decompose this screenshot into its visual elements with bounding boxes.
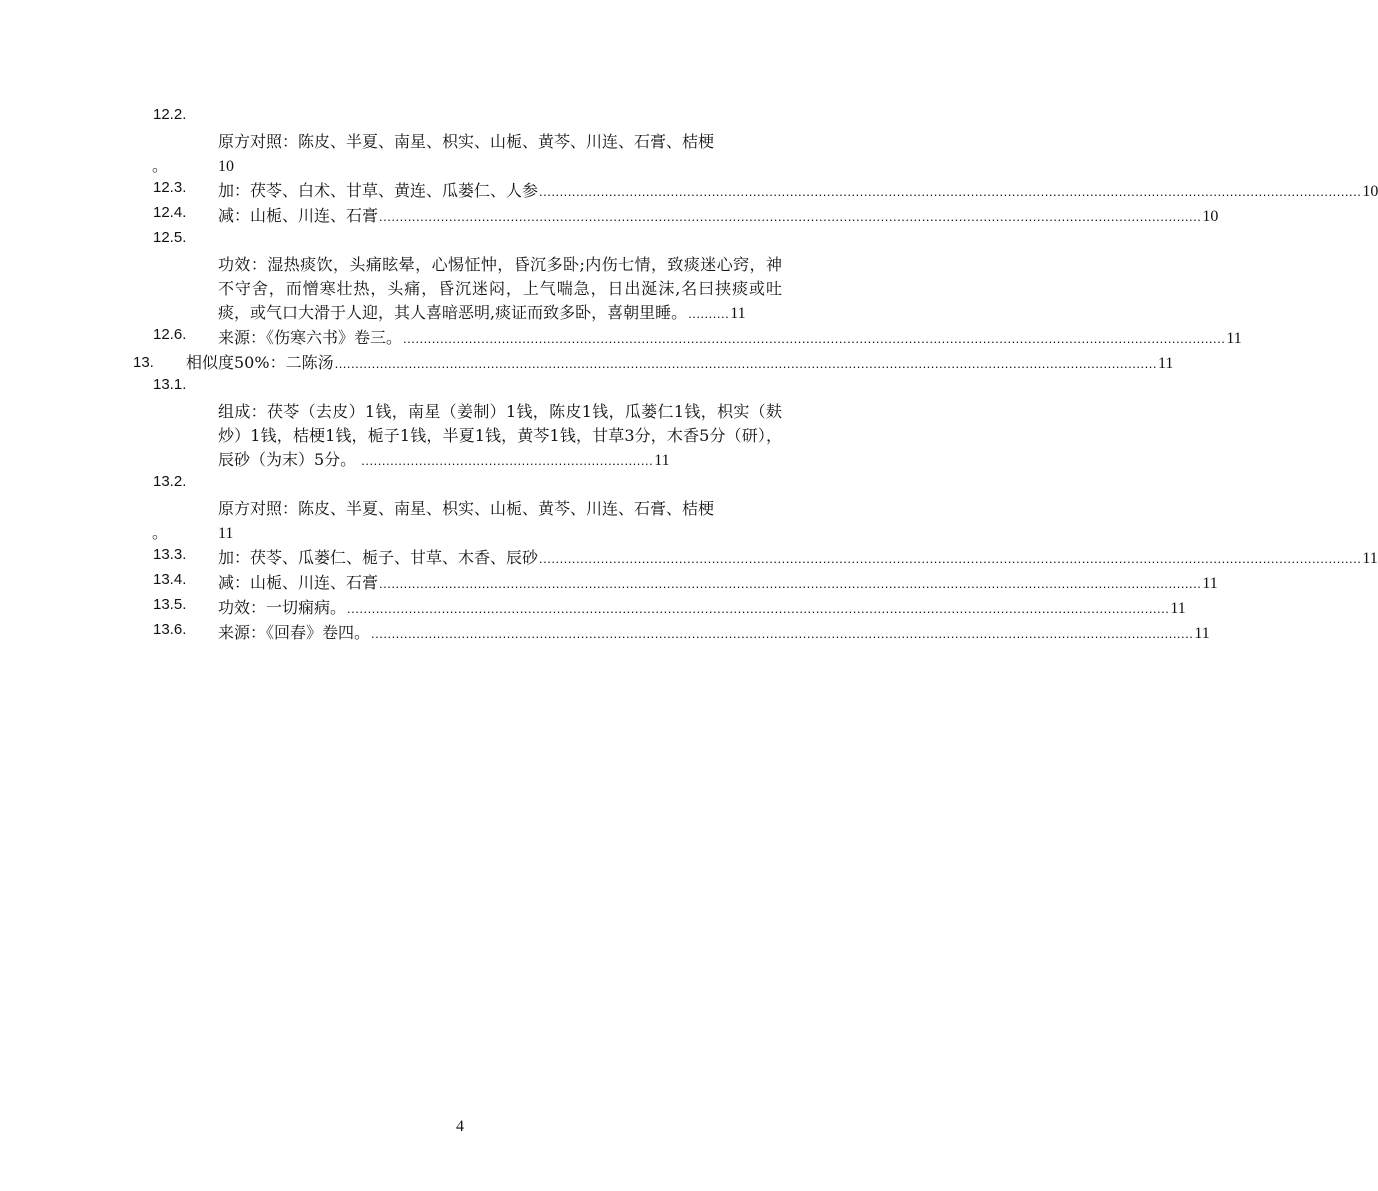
toc-text-block	[186, 351, 1174, 376]
toc-title: 来源：《回春》卷四。	[218, 623, 371, 642]
toc-title: 减：山栀、川连、石膏	[218, 573, 379, 592]
toc-entry[interactable]	[0, 473, 920, 546]
dot-leader: ........................................................................................................................................................................................................	[347, 601, 1170, 616]
dot-leader: ........................................................................................................................................................................................................	[334, 356, 1157, 371]
toc-tail-mark: 。	[152, 523, 169, 542]
toc-entry[interactable]	[0, 326, 1242, 351]
toc-entry[interactable]	[0, 376, 920, 473]
toc-text-block	[218, 326, 1242, 351]
toc-number: 13.4.	[153, 571, 187, 588]
toc-entry[interactable]	[0, 621, 1210, 646]
dot-leader: ........................................................................................................................................................................................................	[539, 551, 1362, 566]
toc-title: 相似度50%：二陈汤	[186, 353, 334, 372]
toc-number: 13.2.	[153, 473, 187, 490]
toc-text-block	[218, 571, 1218, 596]
toc-number: 12.2.	[153, 106, 187, 123]
toc-title: 加：茯苓、白术、甘草、黄连、瓜蒌仁、人参	[218, 181, 539, 200]
toc-title: 减：山栀、川连、石膏	[218, 206, 379, 225]
toc-number: 13.	[133, 354, 154, 371]
toc-page: 11	[1194, 625, 1210, 642]
toc-page: 11	[218, 525, 234, 542]
toc-tail-mark: 。	[152, 156, 169, 175]
toc-number: 13.6.	[153, 621, 187, 638]
dot-leader: ..........	[688, 306, 730, 321]
toc-entry[interactable]	[0, 546, 1378, 571]
toc-title: 原方对照：陈皮、半夏、南星、枳实、山栀、黄芩、川连、石膏、桔梗	[218, 499, 715, 518]
dot-leader: ........................................................................................................................................................................................................	[403, 331, 1226, 346]
toc-title: 组成：茯苓（去皮）1钱，南星（姜制）1钱，陈皮1钱，瓜蒌仁1钱，枳实（麸炒）1钱，桔梗1钱，栀子1钱，半夏1钱，黄芩1钱，甘草3分，木香5分（研），辰砂（为末）5分。	[218, 402, 782, 469]
toc-title: 加：茯苓、瓜蒌仁、栀子、甘草、木香、辰砂	[218, 548, 539, 567]
toc-page: 11	[1170, 600, 1186, 617]
toc-page: 11	[654, 452, 670, 469]
toc-entry[interactable]	[0, 596, 1186, 621]
toc-page: 11	[1226, 330, 1242, 347]
toc-text-block	[218, 596, 1186, 621]
toc-entry[interactable]	[0, 106, 920, 179]
toc-page: 11	[730, 305, 746, 322]
dot-leader: ........................................................................................................................................................................................................	[379, 209, 1202, 224]
toc-number: 13.1.	[153, 376, 187, 393]
toc-entry[interactable]	[0, 571, 1218, 596]
toc-title: 来源：《伤寒六书》卷三。	[218, 328, 403, 347]
toc-text-block	[218, 229, 782, 326]
dot-leader: ........................................................................................................................................................................................................	[379, 576, 1202, 591]
toc-title: 功效：湿热痰饮，头痛眩晕，心惕怔忡，昏沉多卧;内伤七情，致痰迷心窍，神不守舍，而憎寒壮热，头痛，昏沉迷闷，上气喘急，日出涎沫,名曰挟痰或吐痰，或气口大滑于人迎，其人喜暗恶明,痰证而致多卧，喜朝里睡。	[218, 255, 782, 322]
toc-number: 12.5.	[153, 229, 187, 246]
toc-text-block	[218, 621, 1210, 646]
toc-entry[interactable]	[0, 179, 1378, 204]
toc-page: 11	[1362, 550, 1378, 567]
toc-text-block	[218, 546, 1378, 571]
table-of-contents	[0, 106, 1378, 646]
toc-number: 12.6.	[153, 326, 187, 343]
toc-page: 11	[1202, 575, 1218, 592]
page-number: 4	[456, 1118, 464, 1135]
toc-number: 12.3.	[153, 179, 187, 196]
toc-title: 功效：一切痫病。	[218, 598, 347, 617]
toc-page: 10	[218, 158, 234, 175]
dot-leader: ........................................................................................................................................................................................................	[539, 184, 1362, 199]
toc-entry[interactable]	[0, 204, 1219, 229]
toc-text-block	[218, 204, 1219, 229]
toc-entry[interactable]	[0, 229, 920, 326]
dot-leader: .......................................................................	[357, 453, 654, 468]
toc-number: 13.3.	[153, 546, 187, 563]
toc-text-block	[218, 376, 782, 473]
toc-page: 10	[1202, 208, 1219, 225]
toc-page: 10	[1362, 183, 1378, 200]
toc-entry-level1[interactable]	[0, 351, 1174, 376]
dot-leader: ........................................................................................................................................................................................................	[371, 626, 1194, 641]
toc-text-block	[218, 179, 1378, 204]
toc-number: 12.4.	[153, 204, 187, 221]
toc-number: 13.5.	[153, 596, 187, 613]
toc-title: 原方对照：陈皮、半夏、南星、枳实、山栀、黄芩、川连、石膏、桔梗	[218, 132, 715, 151]
toc-page: 11	[1157, 355, 1174, 372]
